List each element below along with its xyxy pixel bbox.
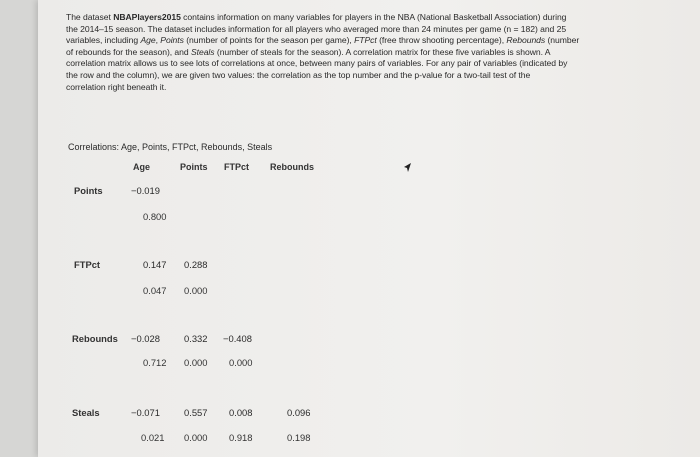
pvalue-cell: 0.198 — [287, 432, 311, 443]
pvalue-cell: 0.000 — [184, 357, 208, 368]
intro-line-6: the row and the column), we are given two values: the correlation as the top number and the p-value for a two-tail test of the — [66, 69, 531, 80]
intro-line-2: the 2014–15 season. The dataset includes information for all players who averaged more than 24 minutes per game (n = 182) and 25 — [66, 23, 567, 34]
column-header-points: Points — [180, 162, 208, 172]
intro-text: contains information on many variables for players in the NBA (National Basketball Association) during — [180, 12, 567, 22]
intro-text: The dataset — [66, 12, 114, 22]
intro-line-5: correlation matrix allows us to see lots of correlations at once, between many pairs of variables. For any pair of variables (indicated by — [66, 58, 568, 69]
correlation-cell: 0.288 — [184, 259, 208, 270]
correlation-cell: −0.408 — [223, 333, 252, 344]
pvalue-cell: 0.000 — [184, 432, 208, 443]
variable-age: Age — [140, 35, 156, 46]
pvalue-cell: 0.000 — [229, 357, 253, 368]
correlation-cell: −0.019 — [131, 185, 160, 196]
intro-line-3 — [66, 35, 676, 47]
correlation-cell: −0.071 — [131, 407, 160, 418]
correlation-cell: −0.028 — [131, 333, 160, 344]
column-header-rebounds: Rebounds — [270, 162, 314, 172]
intro-text: (number of points for the season per game), — [183, 35, 355, 46]
pvalue-cell: 0.021 — [141, 432, 165, 443]
intro-text: variables, including — [66, 35, 141, 46]
row-label-rebounds: Rebounds — [72, 333, 118, 344]
correlation-cell: 0.332 — [184, 333, 208, 344]
intro-line-7: correlation right beneath it. — [66, 81, 167, 92]
intro-line-4 — [66, 47, 676, 59]
row-label-ftpct: FTPct — [74, 259, 101, 270]
correlation-cell: 0.147 — [143, 259, 167, 270]
intro-text: (free throw shooting percentage), — [376, 35, 507, 46]
intro-text: of rebounds for the season), and — [66, 46, 191, 57]
variable-rebounds: Rebounds — [506, 35, 546, 46]
correlation-cell: 0.096 — [287, 407, 311, 418]
pvalue-cell: 0.047 — [143, 285, 167, 296]
correlation-cell: 0.008 — [229, 407, 253, 418]
intro-line-1 — [66, 12, 676, 24]
pvalue-cell: 0.800 — [143, 211, 167, 222]
matrix-heading: Correlations: Age, Points, FTPct, Rebounds, Steals — [68, 142, 273, 152]
pvalue-cell: 0.000 — [184, 285, 208, 296]
intro-text: (number of steals for the season). A correlation matrix for these five variables is shown. A — [214, 46, 551, 57]
correlation-cell: 0.557 — [184, 407, 208, 418]
dataset-name: NBAPlayers2015 — [113, 12, 181, 22]
intro-paragraph — [66, 12, 676, 93]
pvalue-cell: 0.712 — [143, 357, 167, 368]
row-label-steals: Steals — [72, 407, 100, 418]
column-header-age: Age — [133, 162, 151, 172]
variable-steals: Steals — [190, 46, 215, 57]
column-header-ftpct: FTPct — [224, 162, 250, 172]
intro-text: , — [155, 35, 161, 46]
row-label-points: Points — [74, 185, 103, 196]
intro-text: (number — [545, 35, 580, 46]
variable-ftpct: FTPct — [354, 35, 377, 46]
mouse-pointer-icon — [402, 162, 412, 174]
pvalue-cell: 0.918 — [229, 432, 253, 443]
variable-points: Points — [160, 35, 184, 46]
